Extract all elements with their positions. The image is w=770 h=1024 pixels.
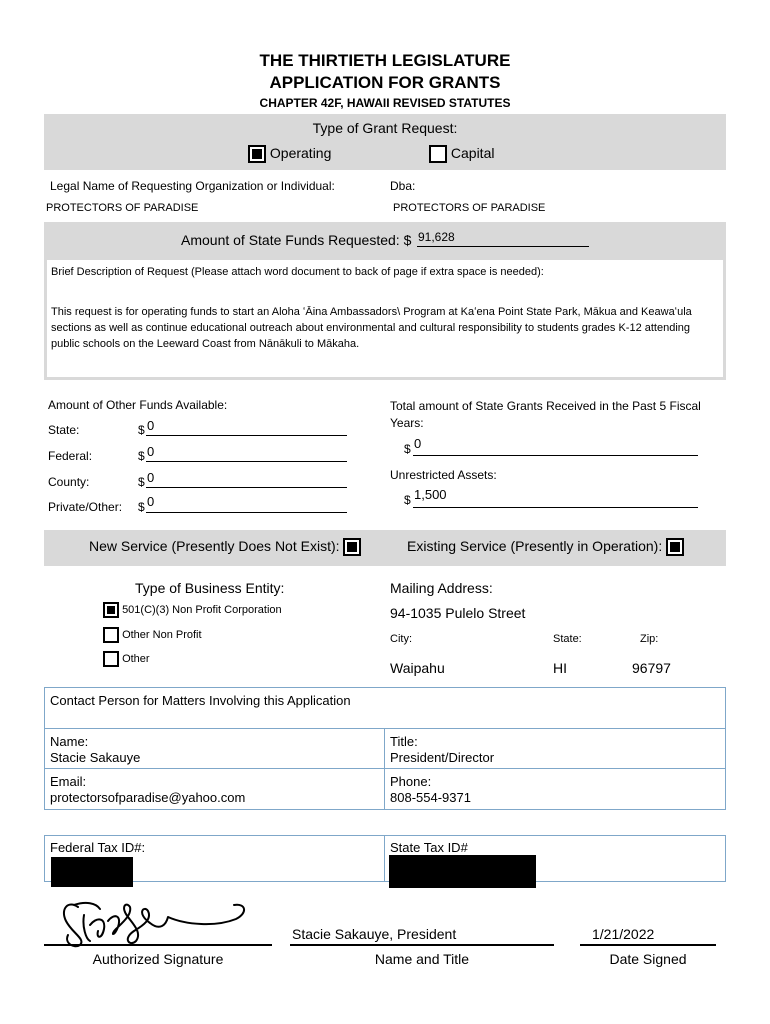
- name-title-label: Name and Title: [374, 951, 470, 967]
- capital-checkbox[interactable]: [429, 145, 447, 163]
- mailing-address-heading: Mailing Address:: [390, 580, 493, 596]
- unrestricted-assets-label: Unrestricted Assets:: [390, 468, 497, 482]
- new-service-checkbox[interactable]: [343, 538, 361, 556]
- capital-label: Capital: [450, 145, 495, 161]
- county-currency: $: [138, 475, 145, 489]
- federal-funds-label: Federal:: [48, 449, 93, 463]
- business-entity-heading: Type of Business Entity:: [135, 580, 285, 596]
- mailing-zip-label: Zip:: [640, 633, 659, 645]
- amount-requested-label: Amount of State Funds Requested: $: [181, 232, 412, 248]
- title-application: APPLICATION FOR GRANTS: [269, 73, 501, 92]
- contact-phone-label: Phone:: [390, 774, 432, 789]
- county-funds-value: 0: [147, 470, 155, 485]
- mailing-state-label: State:: [553, 633, 582, 645]
- mailing-state-value: HI: [553, 660, 567, 676]
- name-title-line: [290, 944, 554, 946]
- mailing-zip-value: 96797: [632, 660, 671, 676]
- mailing-street: 94-1035 Pulelo Street: [390, 605, 526, 621]
- state-tax-redaction: [389, 855, 536, 888]
- grants-received-value: 0: [414, 436, 422, 451]
- federal-funds-value: 0: [147, 444, 155, 459]
- description-text: This request is for operating funds to start an Aloha ʻĀina Ambassadors\ Program at Kaʻena Point State Park, Mākua and Keawaʻula sections as well as continue educational outreach about environmental and cultural responsibility to students grades K-12 attending public schools on the Leeward Coast from Nānākuli to Mākaha.: [51, 306, 692, 350]
- grants-received-heading: Total amount of State Grants Received in the Past 5 Fiscal Years:: [390, 399, 701, 430]
- operating-label: Operating: [269, 145, 332, 161]
- entity-501c3-label: 501(C)(3) Non Profit Corporation: [122, 603, 282, 616]
- new-service-option[interactable]: [89, 538, 361, 556]
- grants-received-currency: $: [404, 442, 411, 456]
- entity-option-501c3[interactable]: [103, 602, 282, 618]
- unrestricted-currency: $: [404, 493, 411, 507]
- state-tax-label: State Tax ID#: [390, 840, 468, 855]
- title-legislature: THE THIRTIETH LEGISLATURE: [259, 51, 511, 70]
- subtitle-chapter: CHAPTER 42F, HAWAII REVISED STATUTES: [259, 96, 511, 110]
- private-funds-label: Private/Other:: [48, 500, 123, 514]
- contact-title-value: President/Director: [390, 750, 495, 765]
- signer-name-title: Stacie Sakauye, President: [292, 926, 457, 942]
- state-funds-label: State:: [48, 423, 80, 437]
- date-signed-label: Date Signed: [609, 951, 687, 967]
- private-funds-line: [146, 512, 347, 513]
- unrestricted-assets-line: [413, 507, 698, 508]
- contact-email-value: protectorsofparadise@yahoo.com: [50, 790, 246, 805]
- date-line: [580, 944, 716, 946]
- federal-funds-line: [146, 461, 347, 462]
- dba-label: Dba:: [390, 179, 416, 193]
- description-label: Brief Description of Request (Please attach word document to back of page if extra space is needed):: [51, 266, 544, 278]
- contact-email-label: Email:: [50, 774, 87, 789]
- federal-tax-label: Federal Tax ID#:: [50, 840, 146, 855]
- state-funds-value: 0: [147, 418, 155, 433]
- contact-heading: Contact Person for Matters Involving this Application: [50, 693, 351, 708]
- entity-option-other[interactable]: [103, 651, 150, 667]
- private-funds-value: 0: [147, 494, 155, 509]
- existing-service-option[interactable]: [407, 538, 684, 556]
- contact-name-value: Stacie Sakauye: [50, 750, 141, 765]
- state-currency: $: [138, 423, 145, 437]
- authorized-signature-label: Authorized Signature: [92, 951, 224, 967]
- federal-tax-redaction: [51, 857, 133, 887]
- existing-service-checkbox[interactable]: [666, 538, 684, 556]
- legal-name-value: PROTECTORS OF PARADISE: [46, 202, 199, 214]
- other-funds-heading: Amount of Other Funds Available:: [48, 398, 228, 412]
- entity-501c3-checkbox[interactable]: [103, 602, 119, 618]
- county-funds-line: [146, 487, 347, 488]
- existing-service-label: Existing Service (Presently in Operation):: [407, 538, 663, 554]
- entity-option-other-nonprofit[interactable]: [103, 627, 202, 643]
- amount-requested-underline: [417, 246, 589, 247]
- contact-name-label: Name:: [50, 734, 89, 749]
- unrestricted-assets-value: 1,500: [414, 487, 447, 502]
- county-funds-label: County:: [48, 475, 90, 489]
- legal-name-label: Legal Name of Requesting Organization or Individual:: [50, 179, 335, 193]
- date-signed-value: 1/21/2022: [592, 926, 655, 942]
- mailing-city-value: Waipahu: [390, 660, 445, 676]
- entity-other-label: Other: [122, 652, 150, 665]
- mailing-city-label: City:: [390, 633, 412, 645]
- contact-phone-value: 808-554-9371: [390, 790, 471, 805]
- entity-other-checkbox[interactable]: [103, 651, 119, 667]
- handwritten-signature: [56, 895, 256, 950]
- operating-option[interactable]: [248, 145, 331, 163]
- private-currency: $: [138, 500, 145, 514]
- grant-type-heading: Type of Grant Request:: [312, 120, 458, 136]
- contact-title-label: Title:: [390, 734, 418, 749]
- operating-checkbox[interactable]: [248, 145, 266, 163]
- dba-value: PROTECTORS OF PARADISE: [393, 202, 546, 214]
- new-service-label: New Service (Presently Does Not Exist):: [89, 538, 340, 554]
- entity-other-nonprofit-checkbox[interactable]: [103, 627, 119, 643]
- federal-currency: $: [138, 449, 145, 463]
- state-funds-line: [146, 435, 347, 436]
- grants-received-line: [413, 455, 698, 456]
- entity-other-nonprofit-label: Other Non Profit: [122, 628, 202, 641]
- amount-requested-value: 91,628: [418, 230, 455, 244]
- signature-line: [44, 944, 272, 946]
- capital-option[interactable]: [429, 145, 494, 163]
